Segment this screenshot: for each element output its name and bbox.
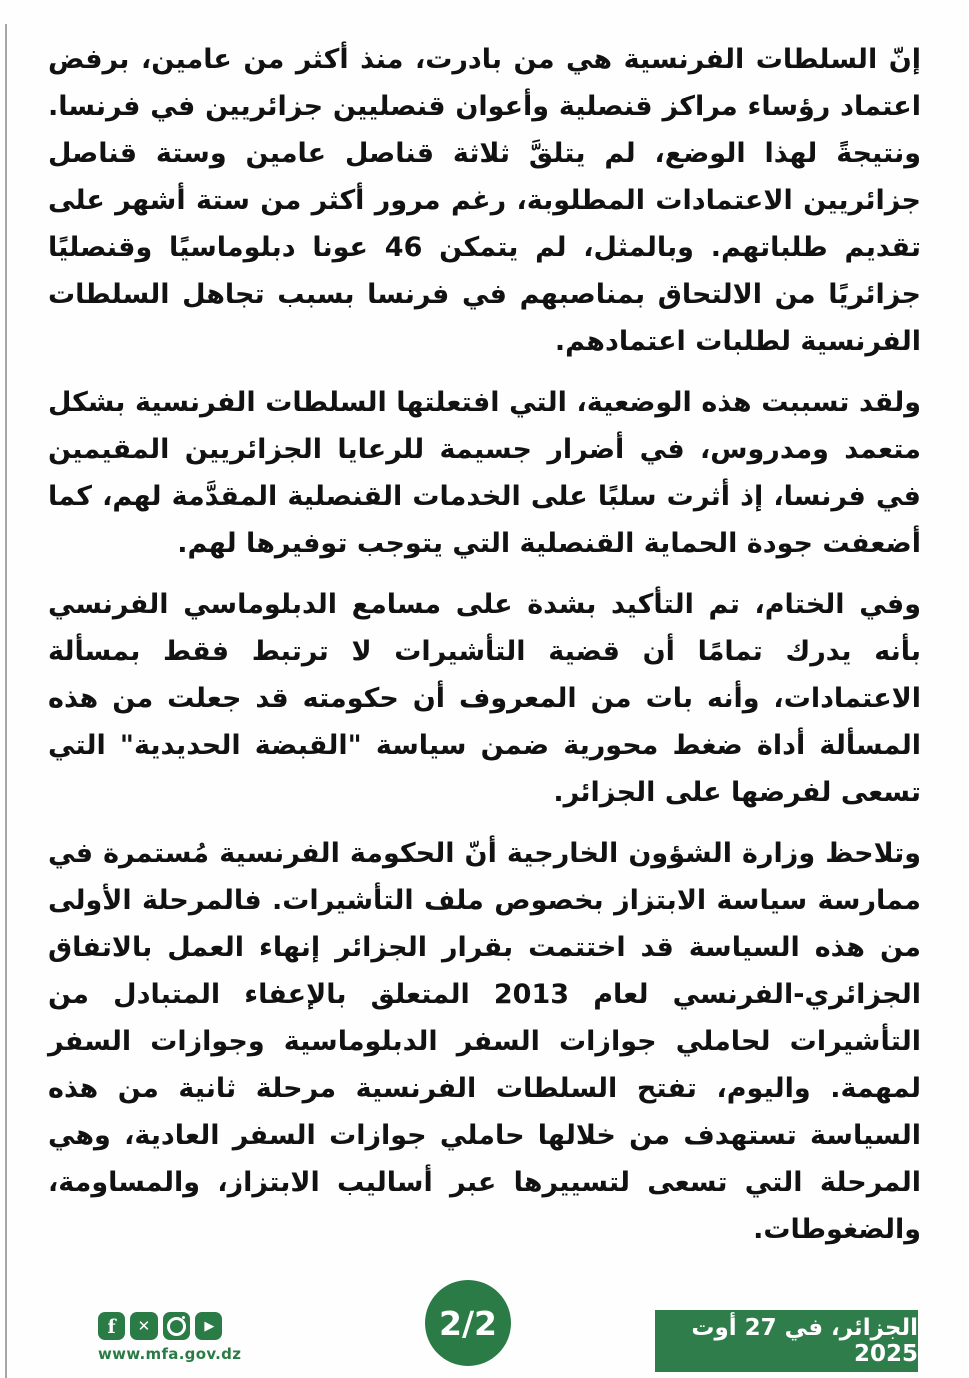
statement-body xyxy=(48,36,921,1267)
x-icon: ✕ xyxy=(130,1312,157,1340)
date-stamp-label: الجزائر، في 27 أوت 2025 xyxy=(691,1315,918,1367)
page-number-label: 2/2 xyxy=(439,1303,497,1343)
instagram-icon xyxy=(163,1312,190,1340)
paragraph-4: وتلاحظ وزارة الشؤون الخارجية أنّ الحكومة الفرنسية مُستمرة في ممارسة سياسة الابتزاز بخصوص ملف التأشيرات. فالمرحلة الأولى من هذه السياسة قد اختتمت بقرار الجزائر إنهاء العمل بالاتفاق الجزائري-الفرنسي لعام 2013 المتعلق بالإعفاء المتبادل من التأشيرات لحاملي جوازات السفر الدبلوماسية وجوازات السفر لمهمة. واليوم، تفتح السلطات الفرنسية مرحلة ثانية من هذه السياسة تستهدف من خلالها حاملي جوازات السفر العادية، وهي المرحلة التي تسعى لتسييرها عبر أساليب الابتزاز، والمساومة، والضغوطات. xyxy=(48,838,921,1245)
paragraph-3: وفي الختام، تم التأكيد بشدة على مسامع الدبلوماسي الفرنسي بأنه يدرك تمامًا أن قضية التأشيرات لا ترتبط فقط بمسألة الاعتمادات، وأنه بات من المعروف أن حكومته قد جعلت من هذه المسألة أداة ضغط محورية ضمن سياسة "القبضة الحديدية" التي تسعى لفرضها على الجزائر. xyxy=(48,589,921,808)
facebook-icon: f xyxy=(98,1312,125,1340)
paragraph-2: ولقد تسببت هذه الوضعية، التي افتعلتها السلطات الفرنسية بشكل متعمد ومدروس، في أضرار جسيمة للرعايا الجزائريين المقيمين في فرنسا، إذ أثرت سلبًا على الخدمات القنصلية المقدَّمة لهم، كما أضعفت جودة الحماية القنصلية التي يتوجب توفيرها لهم. xyxy=(48,387,921,559)
website-url: www.mfa.gov.dz xyxy=(98,1345,242,1363)
footer-social-block xyxy=(98,1312,242,1363)
social-icon-row xyxy=(98,1312,222,1340)
youtube-icon: ▶ xyxy=(195,1312,222,1340)
date-stamp-box xyxy=(655,1310,918,1372)
scan-edge-line xyxy=(5,24,7,1378)
page-number-badge xyxy=(425,1280,511,1366)
paragraph-1: إنّ السلطات الفرنسية هي من بادرت، منذ أكثر من عامين، برفض اعتماد رؤساء مراكز قنصلية وأعوان قنصليين جزائريين في فرنسا. ونتيجةً لهذا الوضع، لم يتلقَّ ثلاثة قناصل عامين وستة قناصل جزائريين الاعتمادات المطلوبة، رغم مرور أكثر من ستة أشهر على تقديم طلباتهم. وبالمثل، لم يتمكن 46 عونا دبلوماسيًا وقنصليًا جزائريًا من الالتحاق بمناصبهم في فرنسا بسبب تجاهل السلطات الفرنسية لطلبات اعتمادهم. xyxy=(48,44,921,357)
